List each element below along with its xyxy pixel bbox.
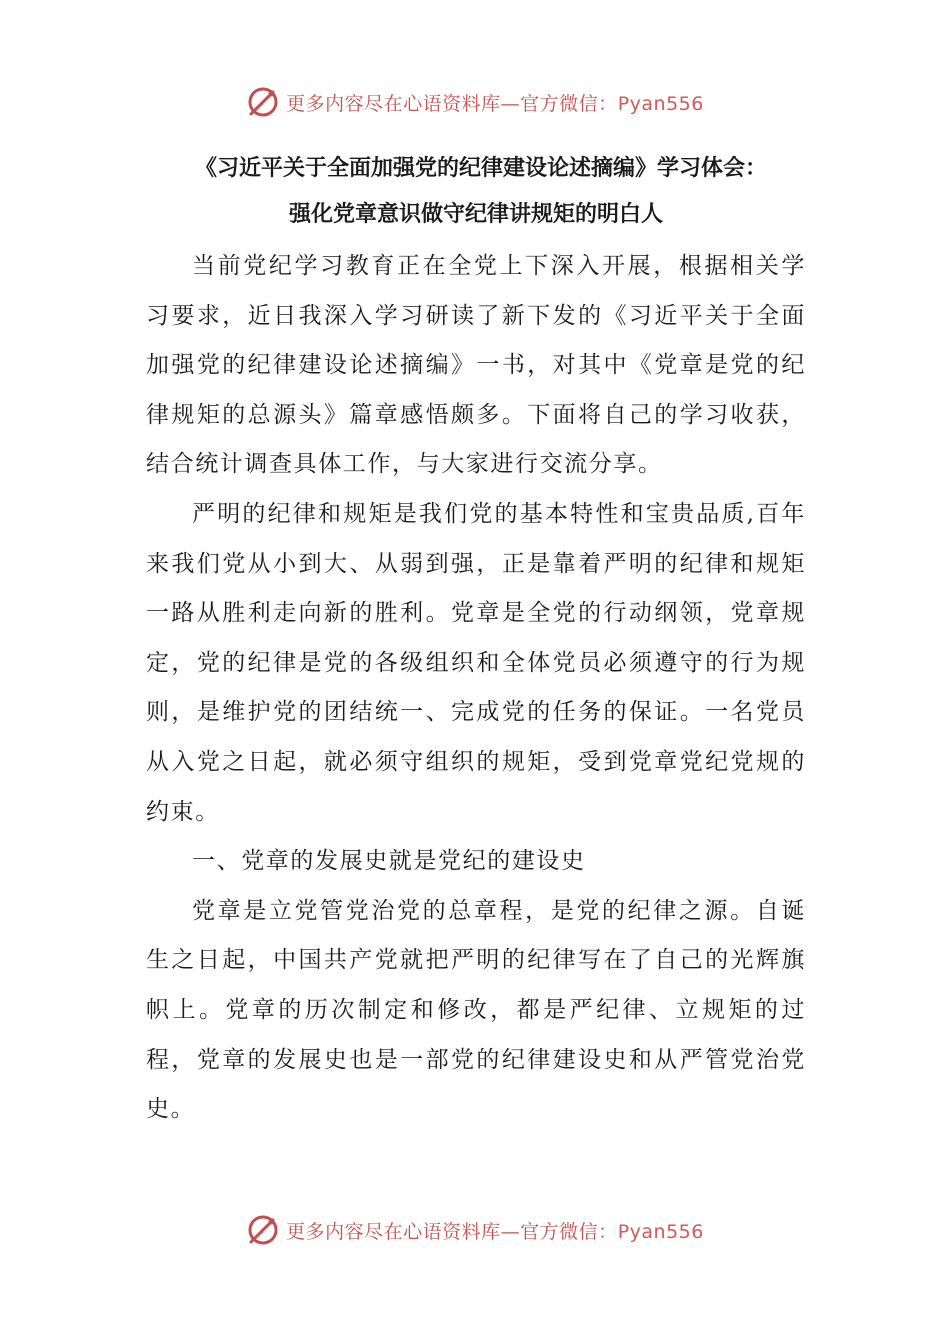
document-content: [146, 242, 806, 1135]
document-title-line-2: 强化党章意识做守纪律讲规矩的明白人: [288, 202, 663, 227]
section-heading-1: 一、党章的发展史就是党纪的建设史: [192, 848, 586, 875]
watermark-banner-bottom: [0, 1210, 950, 1250]
watermark-banner-top: [0, 82, 950, 122]
pen-circle-logo-icon: [246, 1213, 280, 1247]
watermark-contact-id: Pyan556: [617, 92, 704, 115]
watermark-main-text: 更多内容尽在心语资料库: [286, 92, 501, 115]
watermark-text: [286, 1217, 704, 1244]
watermark-contact-label: 官方微信：: [520, 92, 618, 115]
document-title-line-1: 《习近平关于全面加强党的纪律建设论述摘编》学习体会：: [194, 156, 767, 181]
paragraph-discipline: 严明的纪律和规矩是我们党的基本特性和宝贵品质,百年来我们党从小到大、从弱到强，正是靠着严明的纪律和规矩一路从胜利走向新的胜利。党章是全党的行动纲领，党章规定，党的纪律是党的各级组织和全体党员必须遵守的行为规则，是维护党的团结统一、完成党的任务的保证。一名党员从入党之日起，就必须守组织的规矩，受到党章党纪党规的约束。: [146, 500, 806, 825]
watermark-contact-id: Pyan556: [617, 1220, 704, 1243]
paragraph-intro: 当前党纪学习教育正在全党上下深入开展，根据相关学习要求，近日我深入学习研读了新下发的《习近平关于全面加强党的纪律建设论述摘编》一书，对其中《党章是党的纪律规矩的总源头》篇章感悟颇多。下面将自己的学习收获，结合统计调查具体工作，与大家进行交流分享。: [146, 253, 806, 478]
document-body: [146, 146, 806, 1135]
watermark-dash: —: [500, 1220, 521, 1243]
watermark-contact-label: 官方微信：: [520, 1220, 618, 1243]
watermark-text: [286, 89, 704, 116]
watermark-main-text: 更多内容尽在心语资料库: [286, 1220, 501, 1243]
paragraph-party-constitution: 党章是立党管党治党的总章程，是党的纪律之源。自诞生之日起，中国共产党就把严明的纪律写在了自己的光辉旗帜上。党章的历次制定和修改，都是严纪律、立规矩的过程，党章的发展史也是一部党的纪律建设史和从严管党治党史。: [146, 897, 806, 1123]
watermark-dash: —: [500, 92, 521, 115]
pen-circle-logo-icon: [246, 85, 280, 119]
